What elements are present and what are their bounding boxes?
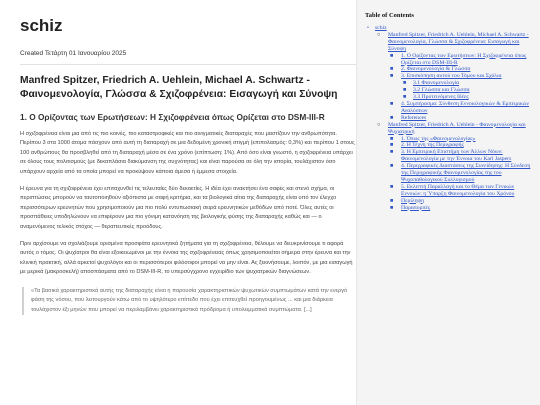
page-title: schiz	[20, 16, 63, 35]
bullet-icon: ■	[390, 66, 394, 73]
bullet-icon: ■	[390, 52, 394, 59]
toc-tree	[365, 25, 534, 211]
toc-link[interactable]: 4. Συμπέρασμα: Σύνθεση Εννοιολογικών & Εμπειρικών Αναλύσεων	[401, 100, 530, 114]
toc-title: Table of Contents	[365, 12, 414, 19]
toc-item	[401, 80, 534, 87]
toc-item	[401, 94, 534, 101]
bullet-icon: ■	[403, 87, 407, 94]
bullet-icon: ■	[390, 163, 394, 170]
bullet-icon: ■	[390, 183, 394, 190]
toc-link[interactable]: References	[401, 114, 427, 121]
toc-item	[388, 198, 534, 205]
toc-item	[375, 32, 534, 122]
paragraph: Πριν αρχίσουμε να σχολιάζουμε ορισμένα προσφάτα ερευνητικά ζητήματα για τη σχιζοφρένεια, θέλουμε να διευκρινίσουμε τι αφορά αυτός ο τόμος. Οι ψυχίατροι θα είναι εξοικειωμένοι με την έννοια της σχιζοφρένειας όπως χρησιμοποιείται σήμερα στην έρευνα και την κλινική πρακτική, αλλά αρκετοί ψυχολόγοι και οι περισσότεροι φιλόσοφοι μπορεί να μην είναι. Ας ξεκινήσουμε, λοιπόν, με μια εισαγωγή με μερικά (μακροσκελή) αποσπάσματα από το DSM-III-R, το υπερσύγχρονο εγχειρίδιο των ψυχιατρικών διαγνώσεων.	[20, 241, 353, 276]
toc-link[interactable]: 3. Επισκόπηση αυτού του Τόμου και Σχόλια	[401, 73, 502, 80]
bullet-icon: ■	[390, 100, 394, 107]
toc-link[interactable]: Περίληψη	[401, 197, 425, 204]
blockquote: «Τα βασικά χαρακτηριστικά αυτής της διαταραχής είναι η παρουσία χαρακτηριστικών ψυχωτικών συμπτωμάτων κατά την ενεργό φάση της νόσου, που λειτουργούν κάτω από το υψηλότερο επίπεδο που έχει επιτευχθεί προηγουμένως ... και μια διάρκεια τουλάχιστον έξι μηνών που μπορεί να περιλαμβάνει χαρακτηριστικά πρόδρομα ή υπολειμματικά συμπτώματα. [...]	[22, 287, 352, 315]
toc-link[interactable]: Παραπομπές	[401, 204, 431, 211]
toc-item	[388, 115, 534, 122]
toc-link-root[interactable]: schiz	[375, 25, 387, 31]
toc-link[interactable]: 5. Εκλεπτή Παραλλαγή και το Θέμα των Γενικών Εννοιών: η Ύπαρξη Φαινομενολογία του Χρόνου	[401, 183, 515, 197]
toc-link[interactable]: 1. Ο Ορίζοντας των Ερωτήσεων: Η Σχιζοφρένεια όπως Ορίζεται στο DSM-III-R	[401, 52, 527, 66]
toc-item	[388, 53, 534, 67]
toc-link[interactable]: 3. Η Εμπειρική Επιστήμη των Άλλων Νόων: Φαινομενολογία με την Έννοια του Karl Jaspers	[401, 149, 512, 163]
toc-item	[401, 87, 534, 94]
toc-link[interactable]: Manfred Spitzer, Friedrich A. Uehlein - Φαινομενολογία και Ψυχιατρική	[388, 121, 526, 135]
toc-link[interactable]: 2. Η Τέχνη της Περιγραφής	[401, 142, 464, 149]
bullet-icon: ■	[390, 142, 394, 149]
toc-item	[388, 149, 534, 163]
bullet-icon: ■	[390, 114, 394, 121]
toc-item	[388, 136, 534, 143]
created-date: Created Τετάρτη 01 Ιανουαρίου 2025	[20, 50, 127, 57]
paragraph: Η σχιζοφρένεια είναι μια από τις πιο κοινές, πιο καταστροφικές και πιο αινιγματικές διαταραχές που μαστίζουν την ανθρωπότητα. Περίπου 3 στα 1000 άτομα πάσχουν από αυτή τη διαταραχή σε μια δεδομένη χρονική στιγμή (επιπολασμός: 0,3%) και περίπου 1 στους 100 ανθρώπους θα προσβληθεί από τη διαταραχή μέσα σε ένα χρόνο (επίπτωση: 1%). Από όσο είναι γνωστό, η σχιζοφρένεια υπάρχει σε όλους τους πολιτισμούς (με δεκαπλάσια διακύμανση της συχνότητας) και είναι παρούσα σε όλη την ιστορία, τουλάχιστον όσο υπάρχουν αρχεία από τα οποία μπορεί να προκύψουν κάποια άμεσα ή έμμεσα στοιχεία.	[20, 131, 355, 175]
bullet-icon: ○	[377, 31, 381, 38]
toc-item	[375, 122, 534, 212]
toc-item	[388, 184, 534, 198]
toc-item	[388, 163, 534, 184]
bullet-icon: ■	[390, 204, 394, 211]
bullet-icon: ■	[390, 149, 394, 156]
bullet-icon: ■	[390, 135, 394, 142]
toc-sidebar	[356, 0, 540, 405]
toc-item	[388, 73, 534, 101]
article-heading: Manfred Spitzer, Friedrich A. Uehlein, Michael A. Schwartz - Φαινομενολογία, Γλώσσα & Σχιζοφρένεια: Εισαγωγή και Σύνοψη	[20, 75, 338, 100]
divider	[20, 64, 356, 65]
bullet-icon: •	[367, 25, 369, 31]
paragraph: Η έρευνα για τη σχιζοφρένεια έχει επιταχυνθεί τις τελευταίες δύο δεκαετίες. Η ιδέα έχει ανακτήσει ένα σαφές και στενό σχήμα, οι περιπτώσεις μπορούν να ταυτοποιηθούν αξιόπιστα με σαφή κριτήρια, και τα βιολογικά αίτια της διαταραχής είναι υπό τον έλεγχο περισσότερων ερευνητών που χρησιμοποιούν μια πιο πολύ εντυπωσιακή σειρά ερευνητικών μεθόδων από ποτέ. Όλες αυτές οι προσπάθειες υποδηλώνουν να επιφέρουν μια πιο γόνιμη κατανόηση της βιολογικής φύσης της διαταραχής καθώς και — ο αναμενόμενος τελικός στόχος — θεραπευτικές προόδους.	[20, 186, 337, 230]
section-heading: 1. Ο Ορίζοντας των Ερωτήσεων: Η Σχιζοφρένεια όπως Ορίζεται στο DSM-III-R	[20, 112, 325, 122]
toc-link[interactable]: 3.2 Γλώσσα και Γλώσσα	[413, 87, 470, 94]
bullet-icon: ■	[390, 197, 394, 204]
toc-item	[388, 101, 534, 115]
toc-link[interactable]: 4. Περιγραφικές Διαστάσεις της Συνείδησης: Η Σύνδεση της Περιγραφικής Φαινομενολογίας της του Ψυχοπαθολογικού Συλλογισμού	[401, 163, 531, 183]
toc-item	[388, 205, 534, 212]
toc-link[interactable]: 3.1 Φαινομενολογία	[413, 80, 460, 87]
bullet-icon: ■	[390, 73, 394, 80]
toc-item	[388, 66, 534, 73]
bullet-icon: ○	[377, 121, 381, 128]
toc-item	[388, 142, 534, 149]
bullet-icon: ■	[403, 80, 407, 87]
bullet-icon: ■	[403, 94, 407, 101]
toc-item	[365, 25, 534, 211]
toc-link[interactable]: Manfred Spitzer, Friedrich A. Uehlein, Michael A. Schwartz - Φαινομενολογία, Γλώσσα & Σχιζοφρένεια: Εισαγωγή και Σύνοψη	[388, 31, 529, 52]
toc-link[interactable]: 3.3 Προτεινόμενες Ιδέες	[413, 94, 469, 101]
toc-link[interactable]: 1. Όπως της «Φαινομενολογίας»	[401, 135, 476, 142]
toc-link[interactable]: 2. Φαινομενολογία & Γλώσσα	[401, 66, 471, 73]
